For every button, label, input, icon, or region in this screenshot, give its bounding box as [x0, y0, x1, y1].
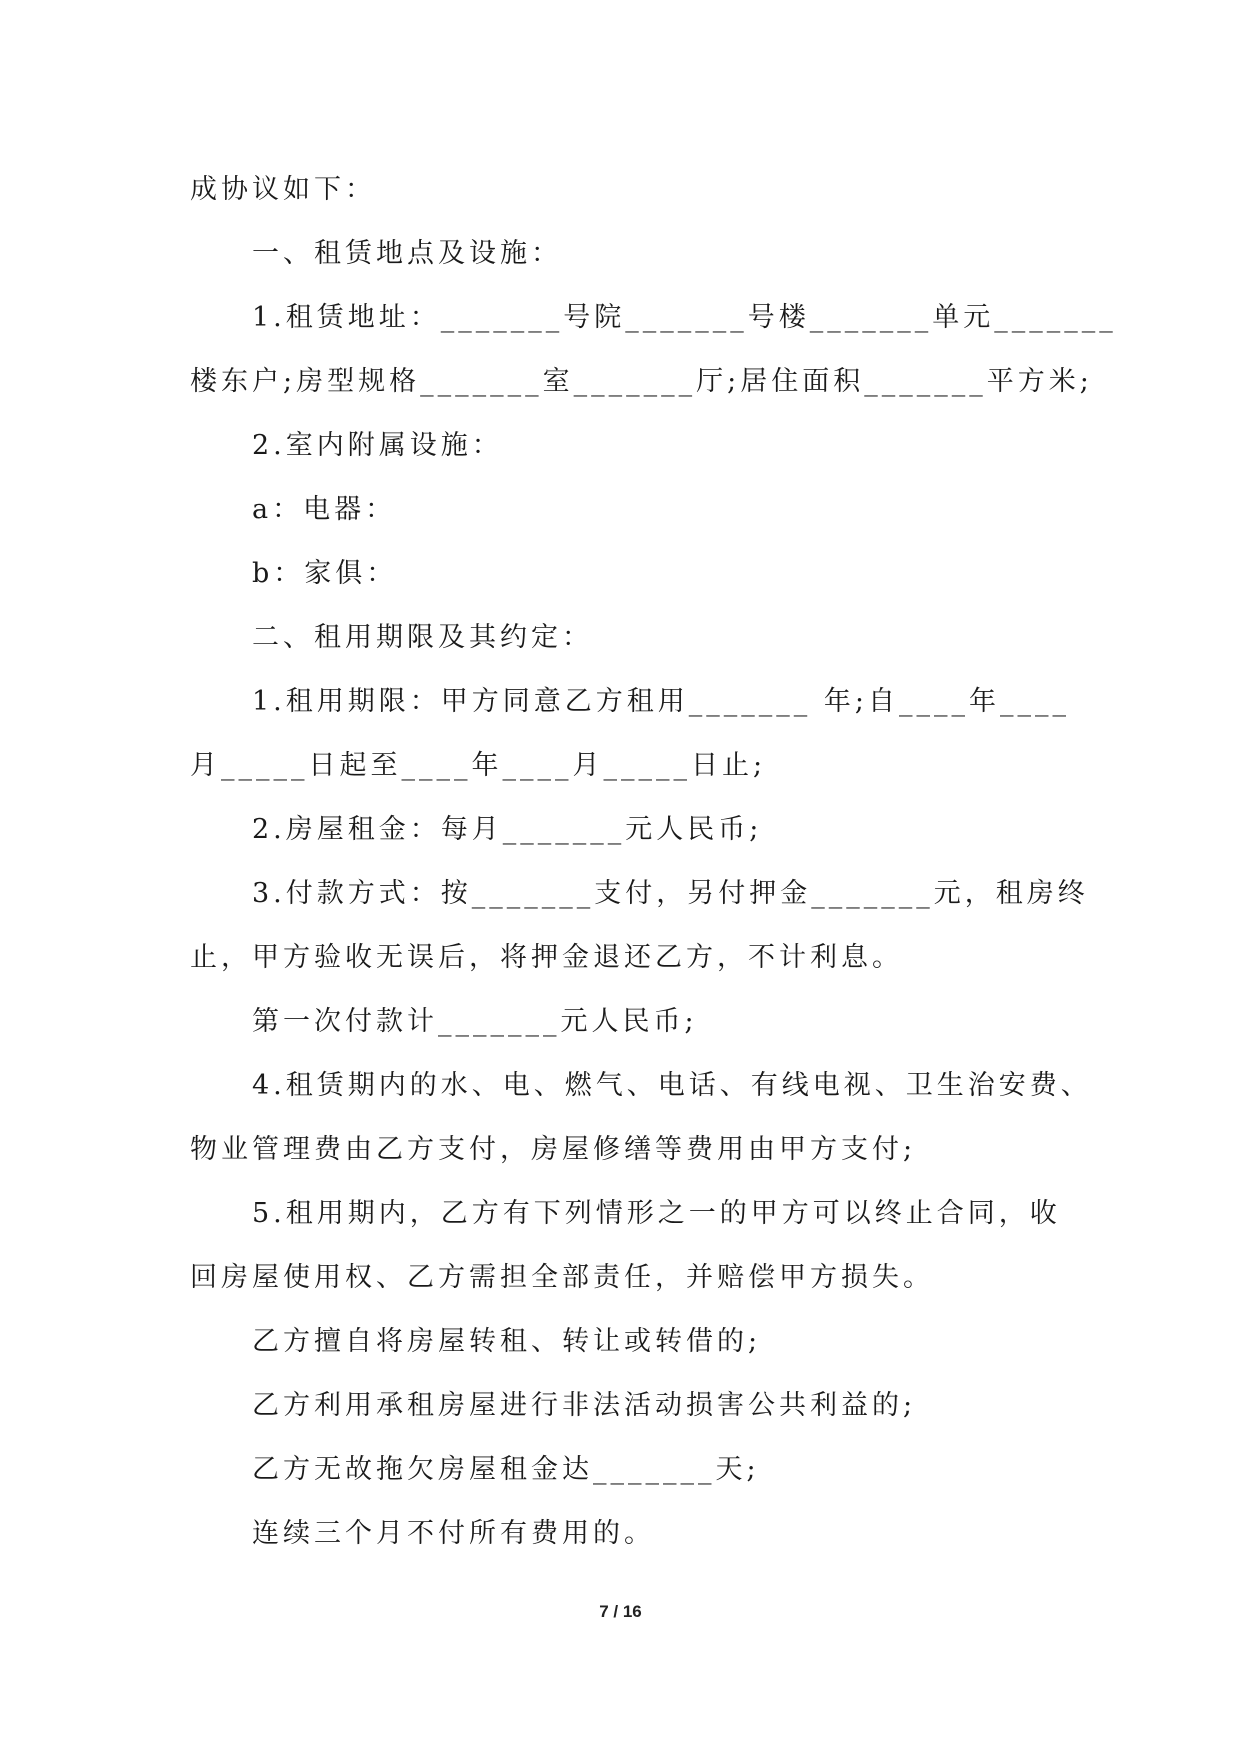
section-heading-term: 二、租用期限及其约定： — [252, 622, 593, 653]
text-line: 4.租赁期内的水、电、燃气、电话、有线电视、卫生治安费、 — [252, 1070, 1092, 1101]
text-line: 止，甲方验收无误后，将押金退还乙方，不计利息。 — [190, 942, 903, 973]
text-line: 2.房屋租金：每月_______元人民币; — [252, 814, 763, 845]
page-number: 7 / 16 — [599, 1602, 642, 1621]
text-line: 乙方利用承租房屋进行非法活动损害公共利益的; — [252, 1390, 917, 1421]
text-line: 2.室内附属设施： — [252, 430, 503, 461]
text-line: 回房屋使用权、乙方需担全部责任，并赔偿甲方损失。 — [190, 1262, 934, 1293]
text-line: 物业管理费由乙方支付，房屋修缮等费用由甲方支付; — [190, 1134, 917, 1165]
text-line: 连续三个月不付所有费用的。 — [252, 1518, 655, 1549]
section-heading-location: 一、租赁地点及设施： — [252, 238, 562, 269]
text-line: 楼东户;房型规格_______室_______厅;居住面积_______平方米; — [190, 366, 1093, 397]
text-line: 1.租用期限：甲方同意乙方租用_______ 年;自____年____ — [252, 686, 1070, 717]
document-body — [190, 158, 1117, 1566]
text-line: 第一次付款计_______元人民币; — [252, 1006, 698, 1037]
text-line: 乙方无故拖欠房屋租金达_______天; — [252, 1454, 760, 1485]
text-line: 乙方擅自将房屋转租、转让或转借的; — [252, 1326, 762, 1357]
text-line: b：家俱： — [252, 558, 398, 589]
text-line: a：电器： — [252, 494, 397, 525]
text-line: 5.租用期内，乙方有下列情形之一的甲方可以终止合同，收 — [252, 1198, 1061, 1229]
text-line: 1.租赁地址：_______号院_______号楼_______单元_______ — [252, 302, 1117, 333]
text-line: 3.付款方式：按_______支付，另付押金_______元，租房终 — [252, 878, 1089, 909]
text-line: 月_____日起至____年____月_____日止; — [190, 750, 767, 781]
text-line: 成协议如下： — [190, 174, 376, 205]
